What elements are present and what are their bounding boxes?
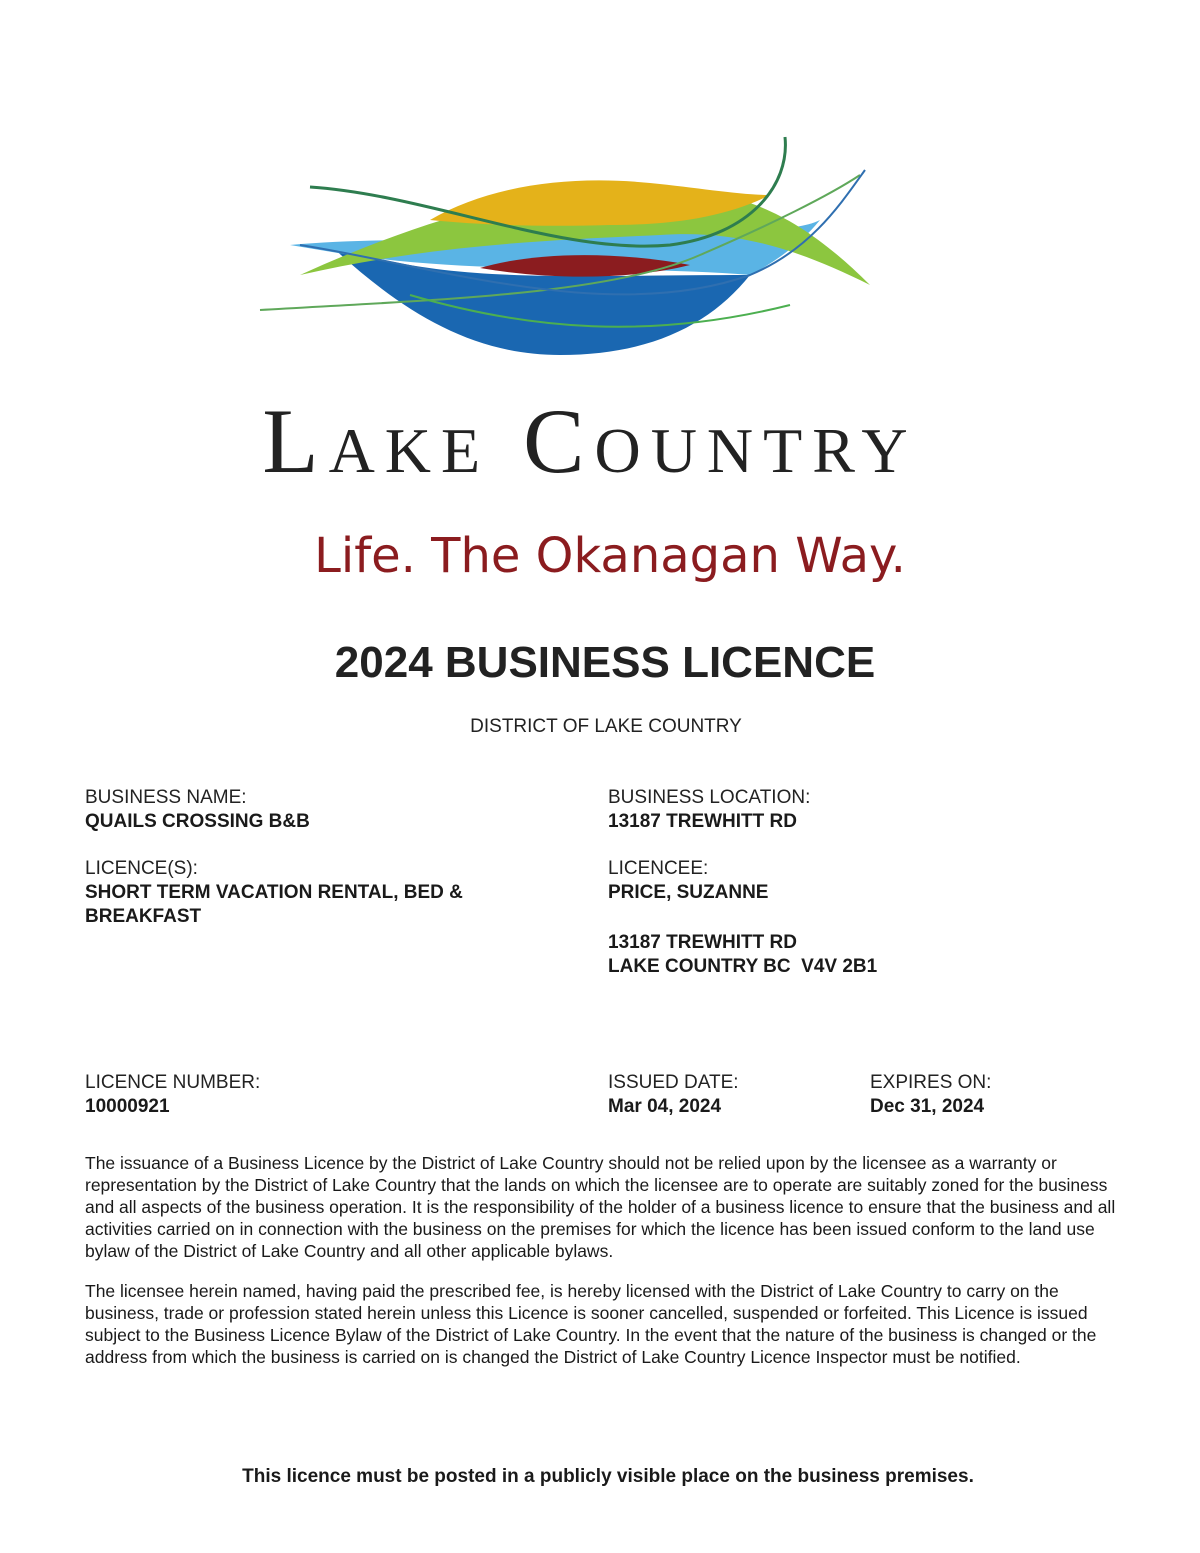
licencee-address	[608, 931, 1068, 979]
business-location-label: BUSINESS LOCATION:	[608, 787, 811, 808]
licencee-label: LICENCEE:	[608, 858, 709, 879]
business-name-field	[85, 786, 545, 834]
expires-on-value: Dec 31, 2024	[870, 1096, 985, 1117]
licence-terms-paragraph: The licensee herein named, having paid the prescribed fee, is hereby licensed with the District of Lake Country to carry on the business, trade or profession stated herein unless this Licence is sooner cancelled, suspended or forfeited. This Licence is issued subject to the Business Licence Bylaw of the District of Lake Country. In the event that the nature of the business is changed or the address from which the business is carried on is changed the District of Lake Country Licence Inspector must be notified.	[85, 1281, 1097, 1367]
page-title: 2024 BUSINESS LICENCE	[334, 638, 876, 687]
licencee-address-line2: LAKE COUNTRY BC V4V 2B1	[608, 956, 878, 977]
licencee-name: PRICE, SUZANNE	[608, 882, 769, 903]
business-location-field	[608, 786, 1068, 834]
licences-field	[85, 857, 515, 929]
licences-label: LICENCE(S):	[85, 858, 198, 879]
issued-date-label: ISSUED DATE:	[608, 1072, 739, 1093]
expires-on-field	[870, 1071, 1110, 1119]
business-name-label: BUSINESS NAME:	[85, 787, 247, 808]
brand-tagline: Life. The Okanagan Way.	[314, 528, 906, 584]
district-name: DISTRICT OF LAKE COUNTRY	[470, 716, 742, 737]
wave-logo	[230, 125, 890, 370]
licence-number-field	[85, 1071, 485, 1119]
posting-notice: This licence must be posted in a publicly visible place on the business premises.	[242, 1466, 974, 1487]
business-name-value: QUAILS CROSSING B&B	[85, 811, 310, 832]
licencee-field	[608, 857, 1068, 905]
brand-name: Lake Country	[262, 390, 918, 492]
issued-date-value: Mar 04, 2024	[608, 1096, 722, 1117]
disclaimer-paragraph: The issuance of a Business Licence by the District of Lake Country should not be relied upon by the licensee as a warranty or representation by the District of Lake Country that the lands on which the licensee are to operate are suitably zoned for the business and all aspects of the business operation. It is the responsibility of the holder of a business licence to ensure that the business and all activities carried on in connection with the business on the premises for which the licence has been issued conform to the land use bylaw of the District of Lake Country and all other applicable bylaws.	[85, 1153, 1116, 1261]
business-location-value: 13187 TREWHITT RD	[608, 811, 797, 832]
licence-number-label: LICENCE NUMBER:	[85, 1072, 261, 1093]
expires-on-label: EXPIRES ON:	[870, 1072, 992, 1093]
licencee-address-line1: 13187 TREWHITT RD	[608, 932, 797, 953]
licences-value: SHORT TERM VACATION RENTAL, BED & BREAKFAST	[85, 882, 463, 927]
licence-number-value: 10000921	[85, 1096, 170, 1117]
issued-date-field	[608, 1071, 848, 1119]
